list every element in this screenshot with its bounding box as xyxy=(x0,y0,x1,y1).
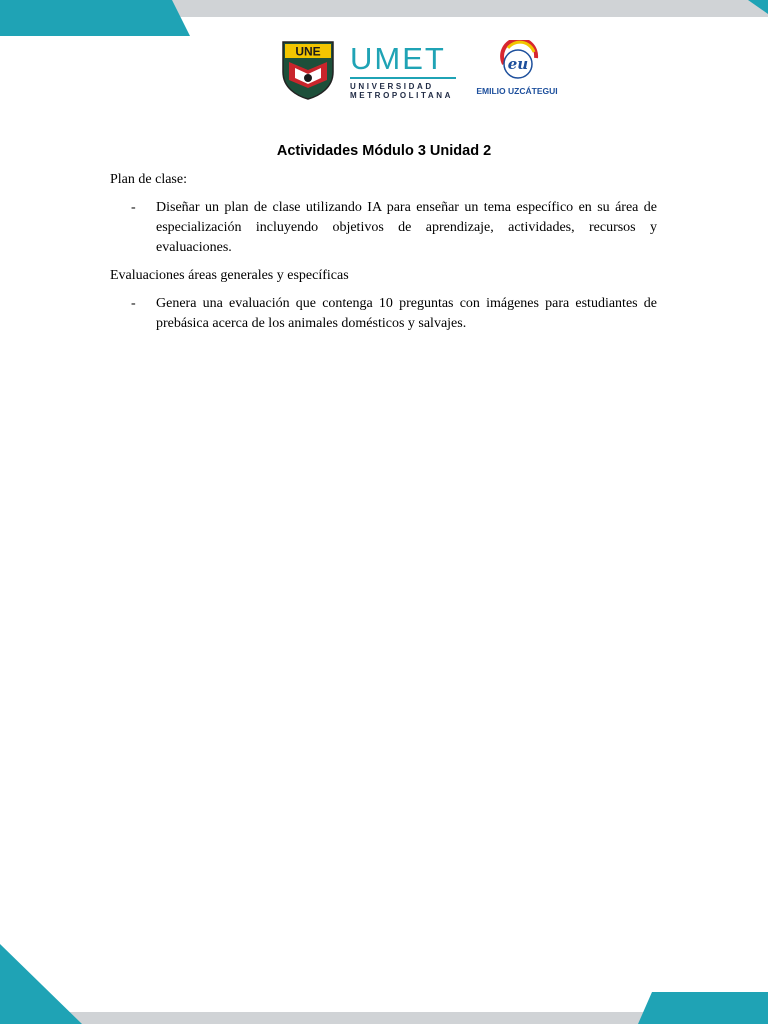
header-teal-left xyxy=(0,0,190,36)
document-title: Actividades Módulo 3 Unidad 2 xyxy=(276,143,492,159)
bullet-text: Genera una evaluación que contenga 10 preguntas con imágenes para estudiantes de prebásica acerca de los animales domésticos y salvajes. xyxy=(156,296,657,331)
bullet-text: Diseñar un plan de clase utilizando IA para enseñar un tema específico en su área de especialización incluyendo objetivos de aprendizaje, actividades, recursos y evaluaciones. xyxy=(156,200,657,255)
eu-emblem-icon xyxy=(474,40,564,86)
une-shield-logo xyxy=(281,40,335,100)
header-band xyxy=(0,0,768,40)
une-logo-text: UNE xyxy=(295,44,321,59)
umet-logo-subtitle-1: UNIVERSIDAD xyxy=(350,82,434,91)
umet-logo-underline xyxy=(350,77,456,79)
bullet-marker: - xyxy=(131,200,136,215)
eu-emblem-mark: eu xyxy=(507,55,529,73)
umet-logo-subtitle-2: METROPOLITANA xyxy=(350,91,453,100)
eu-logo-caption: EMILIO UZCÁTEGUI xyxy=(476,86,558,96)
list-item xyxy=(110,198,657,258)
section-heading-evaluaciones: Evaluaciones áreas generales y específicas xyxy=(110,268,349,283)
bullet-marker: - xyxy=(131,296,136,311)
logos-row xyxy=(0,38,768,102)
umet-logo-word: UMET xyxy=(350,41,446,76)
footer-teal-left xyxy=(0,944,82,1024)
umet-logo xyxy=(350,42,460,98)
document-body xyxy=(110,170,657,342)
header-gray-stripe xyxy=(150,0,768,17)
emilio-uzcategui-logo xyxy=(474,40,564,100)
list-item xyxy=(110,294,657,334)
footer-band xyxy=(0,944,768,1024)
footer-teal-right xyxy=(638,992,768,1024)
section-heading-plan: Plan de clase: xyxy=(110,172,187,187)
